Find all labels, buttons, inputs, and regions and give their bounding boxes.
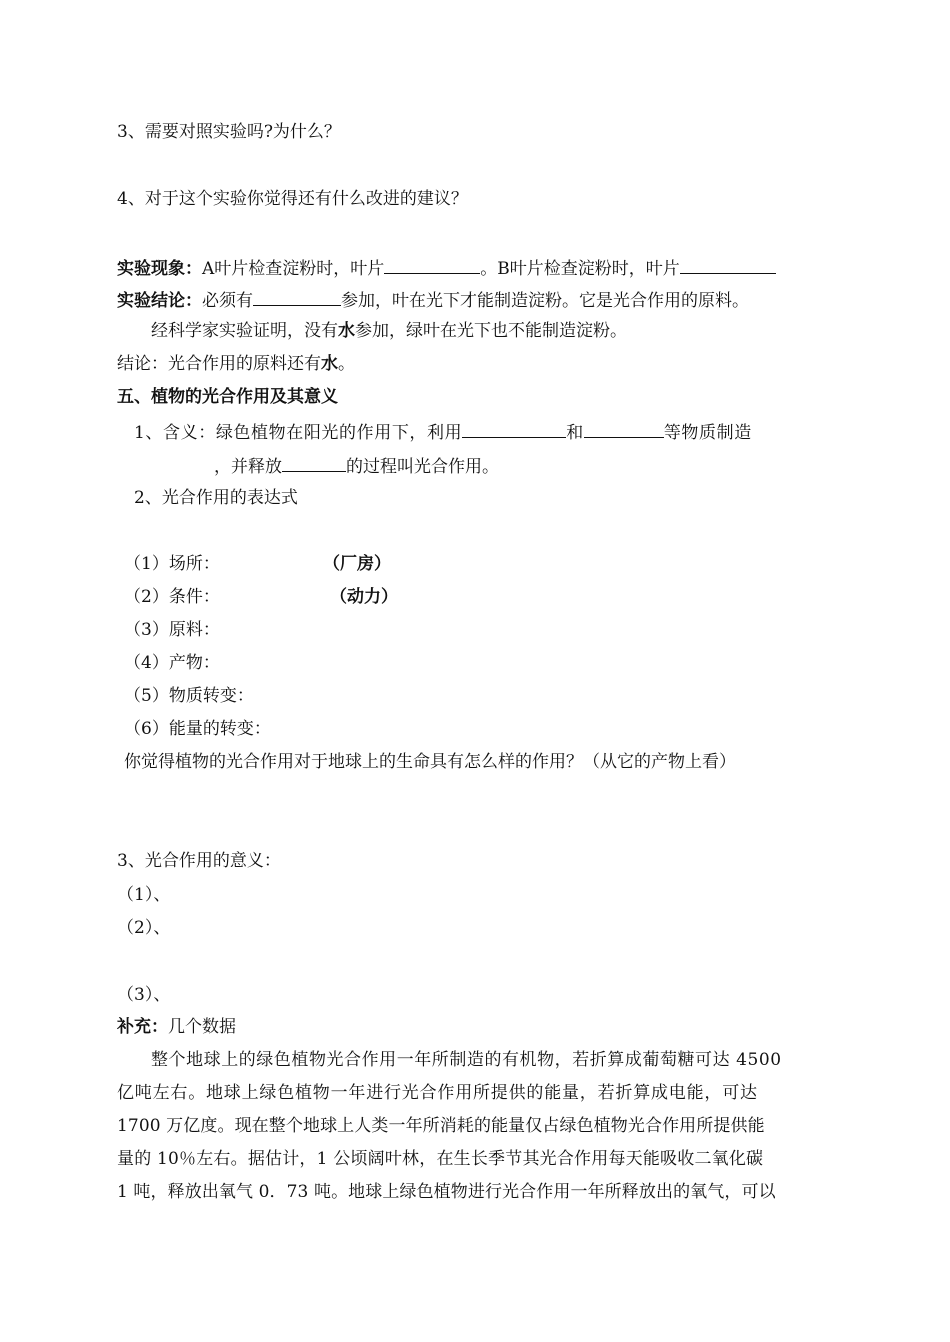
water-proof-pre: 经科学家实验证明，没有 (151, 321, 338, 341)
question-3: 3、需要对照实验吗?为什么？ (117, 122, 341, 142)
definition-blank-2[interactable] (584, 419, 664, 438)
significance-title: 3、光合作用的意义： (117, 851, 281, 871)
item-condition-note: （动力） (330, 587, 398, 607)
conclusion2-post: 。 (338, 354, 355, 374)
conclusion2-bold: 水 (321, 354, 338, 374)
supplement-heading (117, 1016, 236, 1038)
supplement-line: 1700 万亿度。现在整个地球上人类一年所消耗的能量仅占绿色植物光合作用所提供能 (117, 1116, 765, 1136)
supplement-line: 量的 10％左右。据估计，1 公顷阔叶林，在生长季节其光合作用每天能吸收二氧化碳 (117, 1149, 764, 1169)
phenomenon-blank-a[interactable] (384, 255, 480, 274)
phenomenon-blank-b[interactable] (680, 255, 776, 274)
item-materials: （3）原料： (124, 620, 220, 640)
supplement-line: 1 吨，释放出氧气 0．73 吨。地球上绿色植物进行光合作用一年所释放出的氧气，可以 (117, 1182, 776, 1202)
definition-line-2 (214, 453, 499, 478)
definition-blank-1[interactable] (462, 419, 566, 438)
item-location (124, 553, 220, 575)
supplement-line: 整个地球上的绿色植物光合作用一年所制造的有机物，若折算成葡萄糖可达 4500 (151, 1050, 782, 1070)
definition-part1: 1、含义：绿色植物在阳光的作用下，利用 (134, 423, 463, 443)
water-proof-post: 参加，绿叶在光下也不能制造淀粉。 (355, 321, 627, 341)
definition-part3: 等物质制造 (663, 423, 752, 443)
item-condition (124, 586, 220, 608)
conclusion-text-a: 必须有 (202, 291, 253, 311)
question-4: 4、对于这个实验你觉得还有什么改进的建议？ (117, 189, 468, 209)
water-proof-bold: 水 (338, 321, 355, 341)
significance-item-3: （3）、 (117, 985, 171, 1005)
section-5-title: 五、植物的光合作用及其意义 (117, 387, 338, 407)
phenomenon-text-b: 。B叶片检查淀粉时，叶片 (480, 259, 680, 279)
experiment-conclusion (117, 287, 749, 312)
item-location-label: （1）场所： (124, 554, 220, 574)
definition-part4: ，并释放 (214, 457, 282, 477)
supplement-line: 亿吨左右。地球上绿色植物一年进行光合作用所提供的能量，若折算成电能，可达 (117, 1083, 758, 1103)
water-proof (151, 320, 627, 342)
significance-item-1: （1）、 (117, 885, 171, 905)
definition-line-1 (134, 419, 752, 444)
experiment-phenomenon (117, 255, 776, 280)
definition-blank-3[interactable] (282, 453, 346, 472)
conclusion-water (117, 353, 355, 375)
conclusion-text-b: 参加，叶在光下才能制造淀粉。它是光合作用的原料。 (341, 291, 749, 311)
significance-item-2: （2）、 (117, 918, 171, 938)
item-products: （4）产物： (124, 653, 220, 673)
item-location-note: （厂房） (323, 554, 391, 574)
item-energy-change: （6）能量的转变： (124, 719, 271, 739)
question-life: 你觉得植物的光合作用对于地球上的生命具有怎么样的作用？（从它的产物上看） (124, 752, 736, 772)
item-matter-change: （5）物质转变： (124, 686, 254, 706)
item-condition-label: （2）条件： (124, 587, 220, 607)
expression-title: 2、光合作用的表达式 (134, 488, 298, 508)
conclusion-label: 实验结论： (117, 291, 202, 311)
definition-part5: 的过程叫光合作用。 (346, 457, 499, 477)
supplement-label: 补充： (117, 1017, 168, 1037)
definition-part2: 和 (566, 423, 584, 443)
conclusion-blank[interactable] (253, 287, 341, 306)
phenomenon-text-a: A叶片检查淀粉时，叶片 (202, 259, 385, 279)
phenomenon-label: 实验现象： (117, 259, 202, 279)
conclusion2-pre: 结论：光合作用的原料还有 (117, 354, 321, 374)
supplement-title: 几个数据 (168, 1017, 236, 1037)
